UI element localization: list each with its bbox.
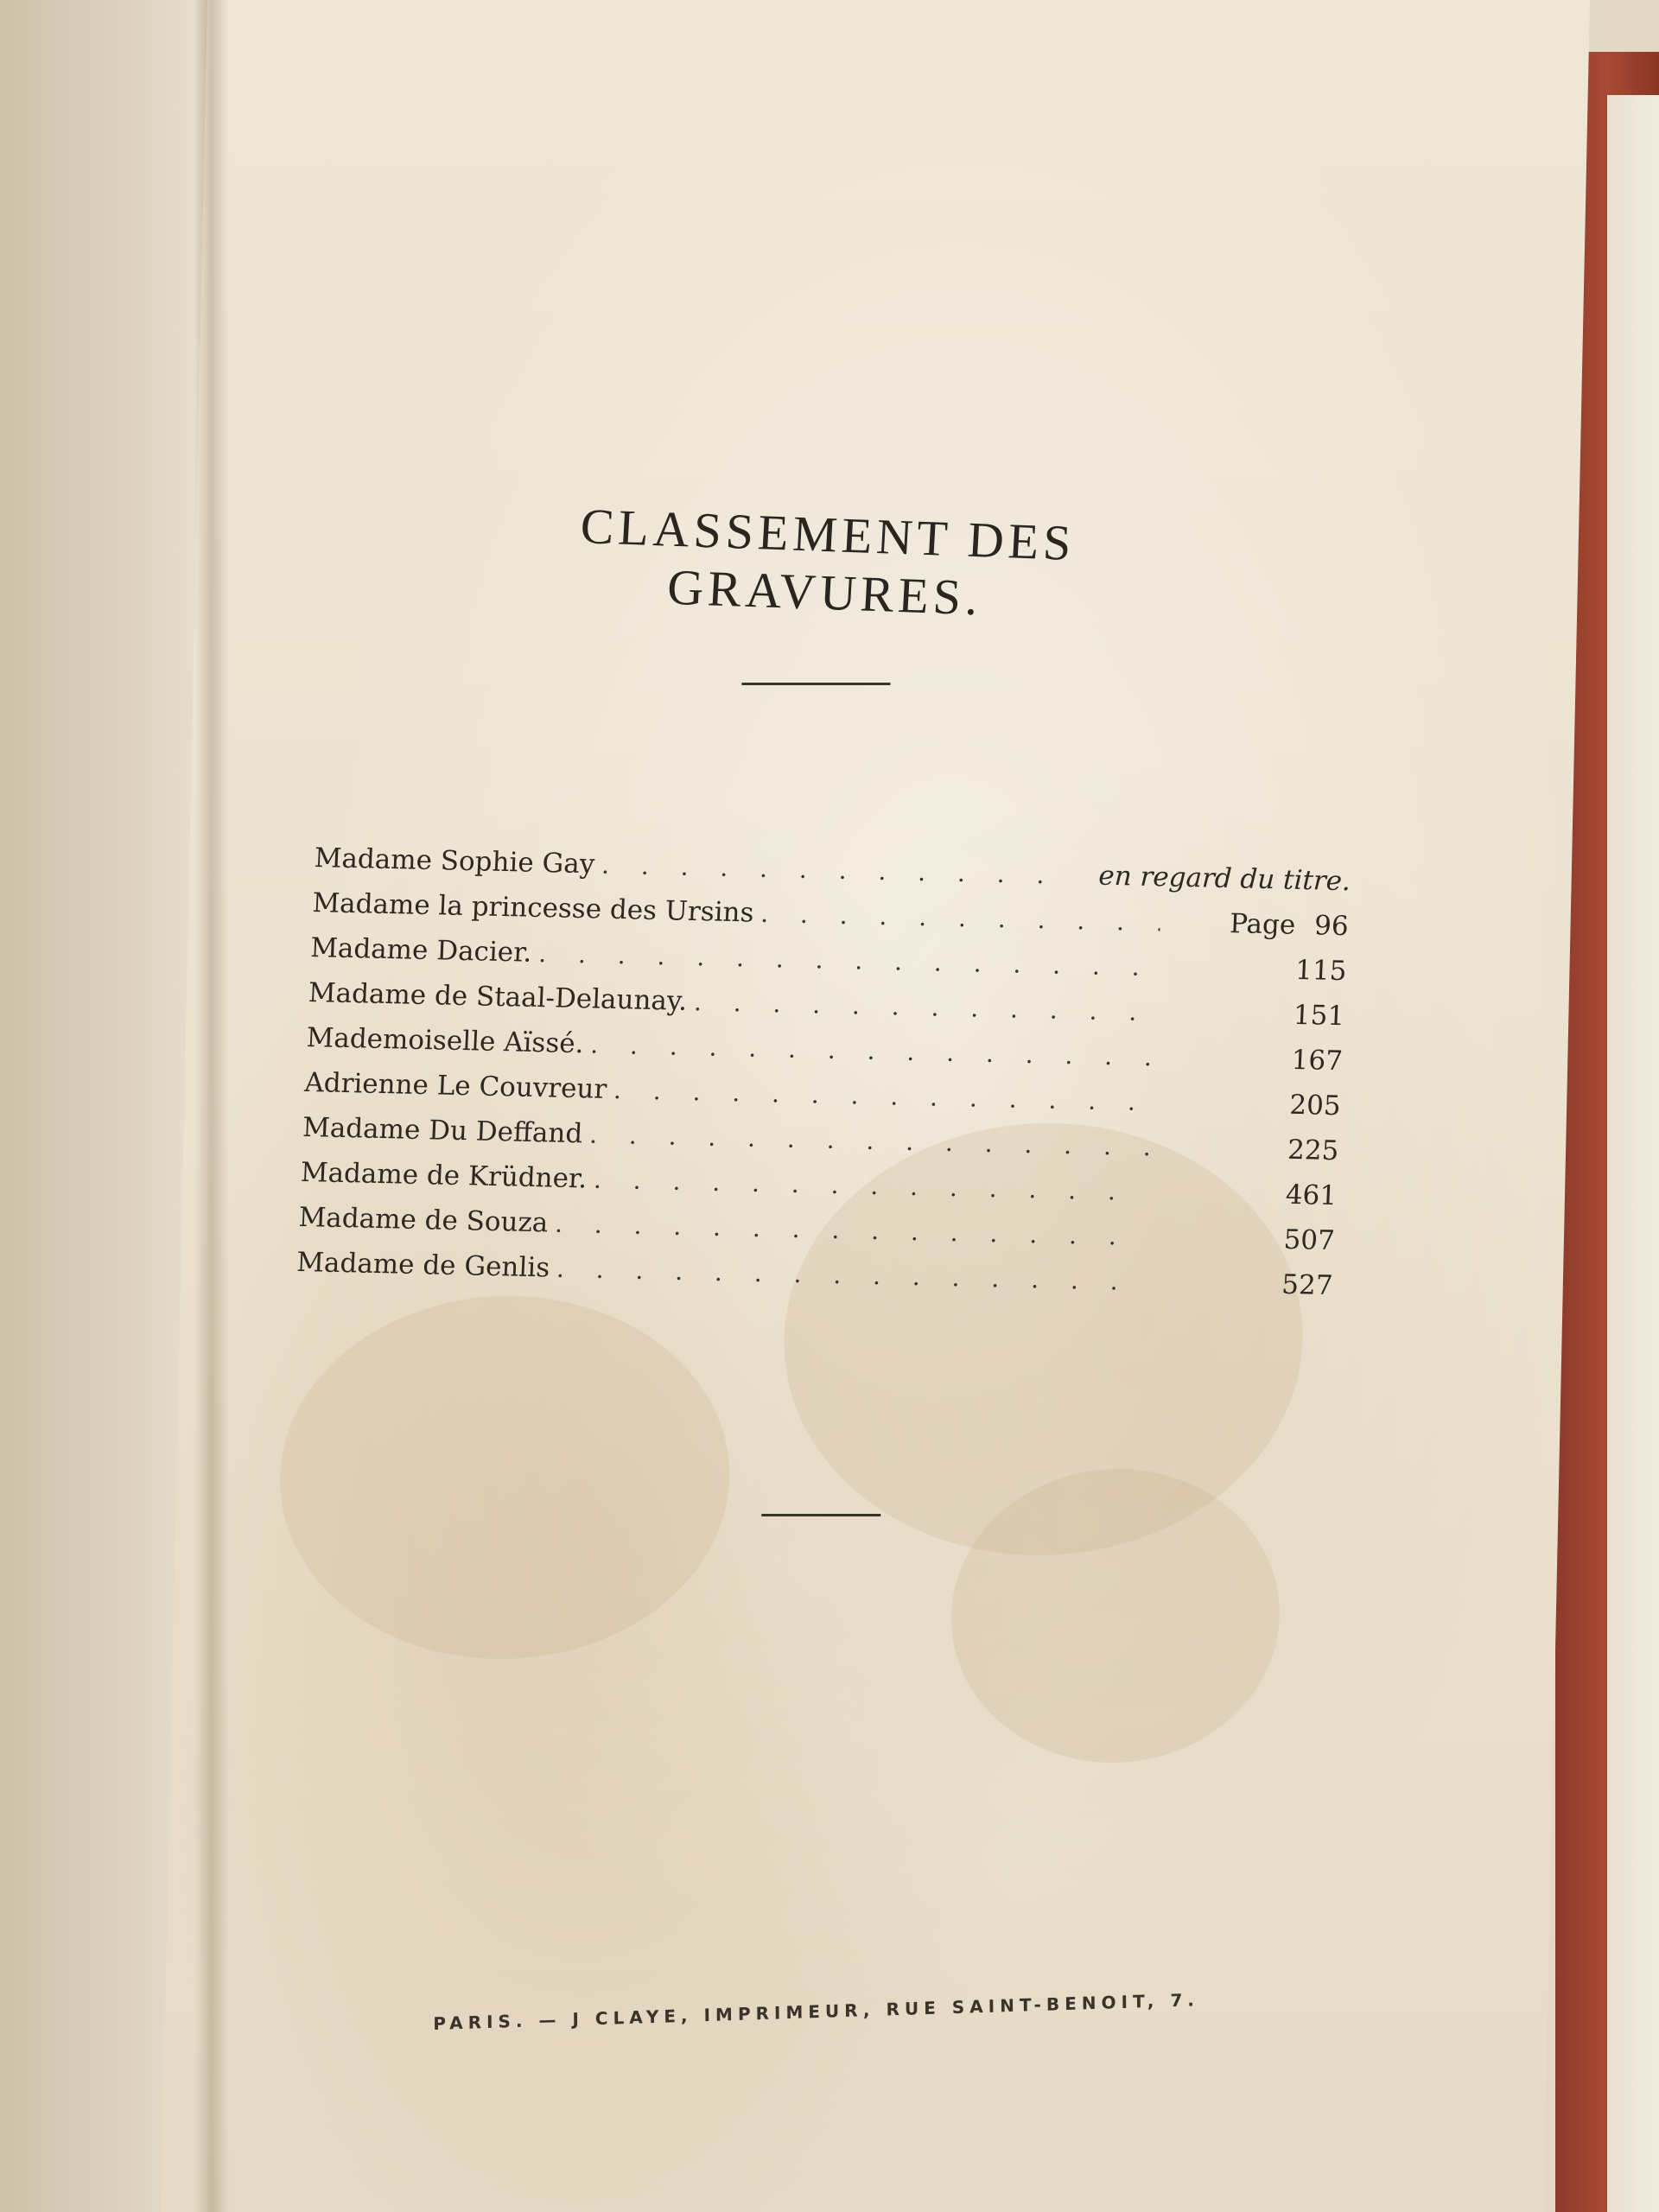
toc-entry-name: Adrienne Le Couvreur [303, 1066, 608, 1105]
toc-entry-page [1154, 1176, 1337, 1211]
book-page [161, 0, 1590, 2212]
toc-leader-dots [760, 899, 1161, 937]
toc-entry-page [1166, 906, 1349, 942]
toc-page-number: 461 [1285, 1179, 1338, 1212]
toc-entry-name: Madame de Genlis [296, 1246, 550, 1284]
toc-entry-name: Madame de Krüdner. [300, 1156, 588, 1195]
toc-page-prefix: Page [1229, 908, 1297, 941]
toc-entry-name: Mademoiselle Aïssé. [305, 1021, 585, 1060]
toc-entry-page [1153, 1221, 1335, 1256]
cover-endpaper [1607, 95, 1659, 2212]
toc-page-number: 205 [1288, 1089, 1342, 1122]
toc-page-number: en regard du titre. [1097, 860, 1351, 898]
toc-entry-page [1082, 860, 1351, 897]
toc-entry-name: Madame Dacier. [309, 931, 533, 969]
page-title: CLASSEMENT DES GRAVURES. [579, 498, 1077, 626]
table-of-contents [296, 842, 1351, 1315]
toc-entry-name: Madame Sophie Gay [314, 842, 596, 880]
toc-page-number: 151 [1293, 999, 1345, 1033]
toc-leader-dots [601, 851, 1077, 890]
toc-page-number: 115 [1294, 954, 1348, 988]
page-content [161, 0, 1590, 2212]
toc-page-number: 167 [1290, 1044, 1344, 1077]
toc-entry-page [1157, 1131, 1339, 1166]
bottom-rule [761, 1514, 880, 1516]
toc-entry-name: Madame Du Deffand [302, 1111, 584, 1150]
toc-entry-page [1151, 1266, 1333, 1301]
toc-page-number: 507 [1282, 1224, 1336, 1257]
toc-entry-page [1160, 1041, 1343, 1077]
toc-entry-name: Madame de Souza [297, 1201, 550, 1239]
book-gutter [194, 0, 229, 2212]
toc-entry-page [1159, 1086, 1341, 1122]
toc-page-number: 96 [1313, 910, 1350, 943]
toc-page-number: 225 [1287, 1134, 1340, 1167]
toc-entry-page [1162, 996, 1344, 1032]
printer-imprint: PARIS. — J CLAYE, IMPRIMEUR, RUE SAINT-BENOIT, 7. [433, 1989, 1200, 2034]
toc-entry-name: Madame la princesse des Ursins [311, 887, 755, 929]
toc-entry-page [1165, 951, 1347, 987]
toc-entry-name: Madame de Staal-Delaunay. [308, 976, 688, 1017]
toc-page-number: 527 [1281, 1268, 1334, 1302]
title-rule [741, 683, 890, 685]
